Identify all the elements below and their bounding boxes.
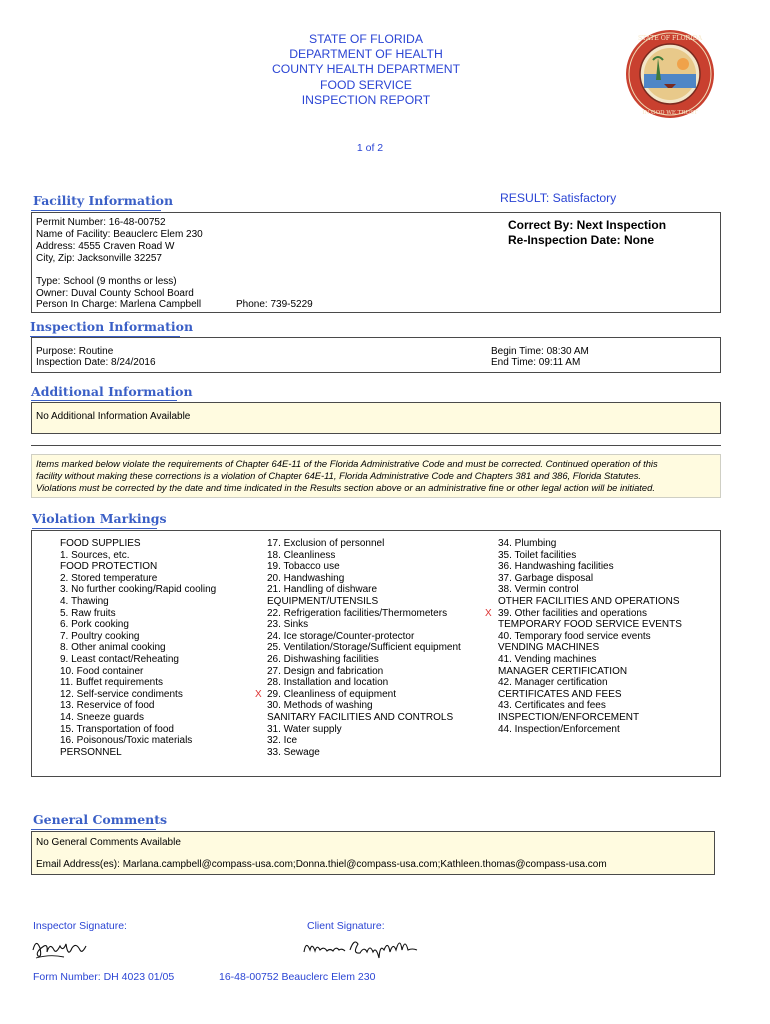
- facility-owner: Owner: Duval County School Board: [36, 288, 194, 299]
- violation-item: 36. Handwashing facilities: [498, 561, 614, 573]
- form-number: Form Number: DH 4023 01/05: [33, 971, 175, 983]
- violation-item: EQUIPMENT/UTENSILS: [267, 595, 379, 607]
- report-header: [200, 32, 532, 108]
- violation-item: 15. Transportation of food: [60, 723, 174, 735]
- violation-item: 9. Least contact/Reheating: [60, 653, 179, 665]
- violations-column-2: [255, 538, 461, 758]
- violation-item: 5. Raw fruits: [60, 607, 116, 619]
- header-line: STATE OF FLORIDA: [309, 32, 423, 46]
- comments-text: No General Comments Available: [36, 837, 181, 848]
- violation-item: 38. Vermin control: [498, 584, 579, 596]
- violation-item: TEMPORARY FOOD SERVICE EVENTS: [498, 619, 682, 631]
- violation-item: 17. Exclusion of personnel: [267, 538, 385, 549]
- comments-section-title: General Comments: [33, 812, 168, 827]
- violations-column-1: [60, 538, 216, 758]
- violation-item: 11. Buffet requirements: [60, 677, 164, 689]
- violation-item: MANAGER CERTIFICATION: [498, 665, 628, 677]
- violations-column-3: [485, 538, 682, 735]
- inspector-signature-label: Inspector Signature:: [33, 920, 127, 932]
- notice-line: Items marked below violate the requirements of Chapter 64E-11 of the Florida Administrative Code and must be corrected. Continued operation of this: [36, 458, 658, 469]
- additional-text: No Additional Information Available: [36, 411, 191, 422]
- violation-item: 6. Pork cooking: [60, 619, 129, 631]
- violation-item: 14. Sneeze guards: [60, 711, 144, 723]
- violation-item: 16. Poisonous/Toxic materials: [60, 735, 193, 747]
- violation-item: 37. Garbage disposal: [498, 572, 594, 584]
- violation-item: 26. Dishwashing facilities: [267, 653, 379, 665]
- header-line: FOOD SERVICE: [320, 77, 412, 92]
- violation-item: 19. Tobacco use: [267, 561, 340, 573]
- violation-item: OTHER FACILITIES AND OPERATIONS: [498, 595, 680, 607]
- violation-item-marked: [485, 607, 682, 620]
- violation-item: 41. Vending machines: [498, 653, 597, 665]
- person-in-charge: Person In Charge: Marlena Campbell: [36, 299, 202, 310]
- violation-item: INSPECTION/ENFORCEMENT: [498, 711, 640, 723]
- violation-item: 3. No further cooking/Rapid cooling: [60, 584, 217, 596]
- violation-item: 28. Installation and location: [267, 677, 389, 689]
- violation-item: 31. Water supply: [267, 723, 342, 735]
- begin-time: Begin Time: 08:30 AM: [491, 346, 589, 357]
- florida-seal-icon: [620, 28, 720, 120]
- header-line: COUNTY HEALTH DEPARTMENT: [271, 62, 461, 77]
- violation-item: 30. Methods of washing: [267, 700, 373, 712]
- facility-section-title: Facility Information: [33, 193, 174, 208]
- violation-item: 7. Poultry cooking: [60, 630, 140, 642]
- violation-item: 13. Reservice of food: [60, 700, 155, 712]
- header-line: DEPARTMENT OF HEALTH: [289, 47, 443, 62]
- violation-item: 43. Certificates and fees: [498, 700, 606, 712]
- additional-section-title: Additional Information: [31, 384, 193, 399]
- reinspection-date: Re-Inspection Date: None: [508, 233, 655, 247]
- divider: [31, 445, 721, 446]
- violation-item: 25. Ventilation/Storage/Sufficient equipment: [267, 642, 461, 654]
- violation-item-marked: [255, 688, 461, 701]
- violation-item: 35. Toilet facilities: [498, 549, 577, 561]
- result-status: RESULT: Satisfactory: [500, 191, 617, 205]
- violation-item: 22. Refrigeration facilities/Thermometers: [267, 607, 448, 619]
- violation-item: CERTIFICATES AND FEES: [498, 688, 622, 700]
- inspection-date: Inspection Date: 8/24/2016: [36, 357, 156, 368]
- violation-label: 39. Other facilities and operations: [498, 607, 647, 619]
- violation-item: 33. Sewage: [267, 746, 320, 758]
- client-signature: [302, 934, 424, 964]
- section-underline: [31, 829, 156, 830]
- violation-item: 21. Handling of dishware: [267, 584, 378, 596]
- violation-notice: [31, 454, 721, 498]
- violation-item: 27. Design and fabrication: [267, 665, 384, 677]
- end-time: End Time: 09:11 AM: [491, 357, 581, 368]
- facility-address: Address: 4555 Craven Road W: [36, 241, 175, 252]
- violation-x-mark: X: [255, 688, 262, 700]
- violation-item: VENDING MACHINES: [498, 642, 600, 654]
- violation-item: 42. Manager certification: [498, 677, 608, 689]
- page-indicator: 1 of 2: [356, 142, 384, 154]
- svg-text:IN GOD WE TRUST: IN GOD WE TRUST: [642, 110, 698, 116]
- violation-item: 12. Self-service condiments: [60, 688, 183, 700]
- facility-type: Type: School (9 months or less): [36, 276, 177, 287]
- facility-city-zip: City, Zip: Jacksonville 32257: [36, 253, 162, 264]
- violation-item: 20. Handwashing: [267, 572, 345, 584]
- notice-line: Violations must be corrected by the date and time indicated in the Results section above or an administrative fine or other legal action will be initiated.: [36, 482, 655, 493]
- violation-item: 34. Plumbing: [498, 538, 557, 549]
- violation-x-mark: X: [485, 607, 492, 619]
- violation-item: 44. Inspection/Enforcement: [498, 723, 620, 735]
- violation-item: PERSONNEL: [60, 746, 122, 758]
- violation-item: 1. Sources, etc.: [60, 549, 130, 561]
- client-signature-label: Client Signature:: [307, 920, 385, 932]
- notice-line: facility without making these corrections is a violation of Chapter 64E-11, Florida Administrative Code and Chapters 381 and 386, Florida Statutes.: [36, 470, 642, 481]
- header-line: INSPECTION REPORT: [301, 92, 431, 107]
- violations-section-title: Violation Markings: [32, 511, 167, 526]
- email-addresses: Email Address(es): Marlana.campbell@compass-usa.com;Donna.thiel@compass-usa.com;Kathleen.thomas@compass-usa.com: [36, 859, 607, 870]
- violation-item: SANITARY FACILITIES AND CONTROLS: [267, 711, 454, 723]
- correct-by: Correct By: Next Inspection: [508, 218, 667, 232]
- section-underline: [32, 528, 157, 529]
- violation-item: 2. Stored temperature: [60, 572, 158, 584]
- section-underline: [31, 210, 161, 211]
- violation-item: 23. Sinks: [267, 619, 309, 631]
- section-underline: [31, 400, 177, 401]
- svg-text:STATE OF FLORIDA: STATE OF FLORIDA: [637, 35, 703, 42]
- facility-name: Name of Facility: Beauclerc Elem 230: [36, 229, 203, 240]
- violation-item: 24. Ice storage/Counter-protector: [267, 630, 415, 642]
- violation-item: 18. Cleanliness: [267, 549, 336, 561]
- inspection-purpose: Purpose: Routine: [36, 346, 114, 357]
- violation-item: 4. Thawing: [60, 595, 109, 607]
- violation-item: 32. Ice: [267, 735, 298, 747]
- violation-label: 29. Cleanliness of equipment: [267, 688, 396, 700]
- permit-number: Permit Number: 16-48-00752: [36, 217, 166, 228]
- violation-item: 8. Other animal cooking: [60, 642, 166, 654]
- violation-item: FOOD SUPPLIES: [60, 538, 141, 549]
- facility-phone: Phone: 739-5229: [236, 299, 313, 310]
- footer-facility-ref: 16-48-00752 Beauclerc Elem 230: [219, 971, 376, 983]
- inspector-signature: [30, 934, 90, 964]
- violation-item: 40. Temporary food service events: [498, 630, 651, 642]
- violation-item: FOOD PROTECTION: [60, 561, 158, 573]
- inspection-section-title: Inspection Information: [30, 319, 194, 334]
- violation-item: 10. Food container: [60, 665, 144, 677]
